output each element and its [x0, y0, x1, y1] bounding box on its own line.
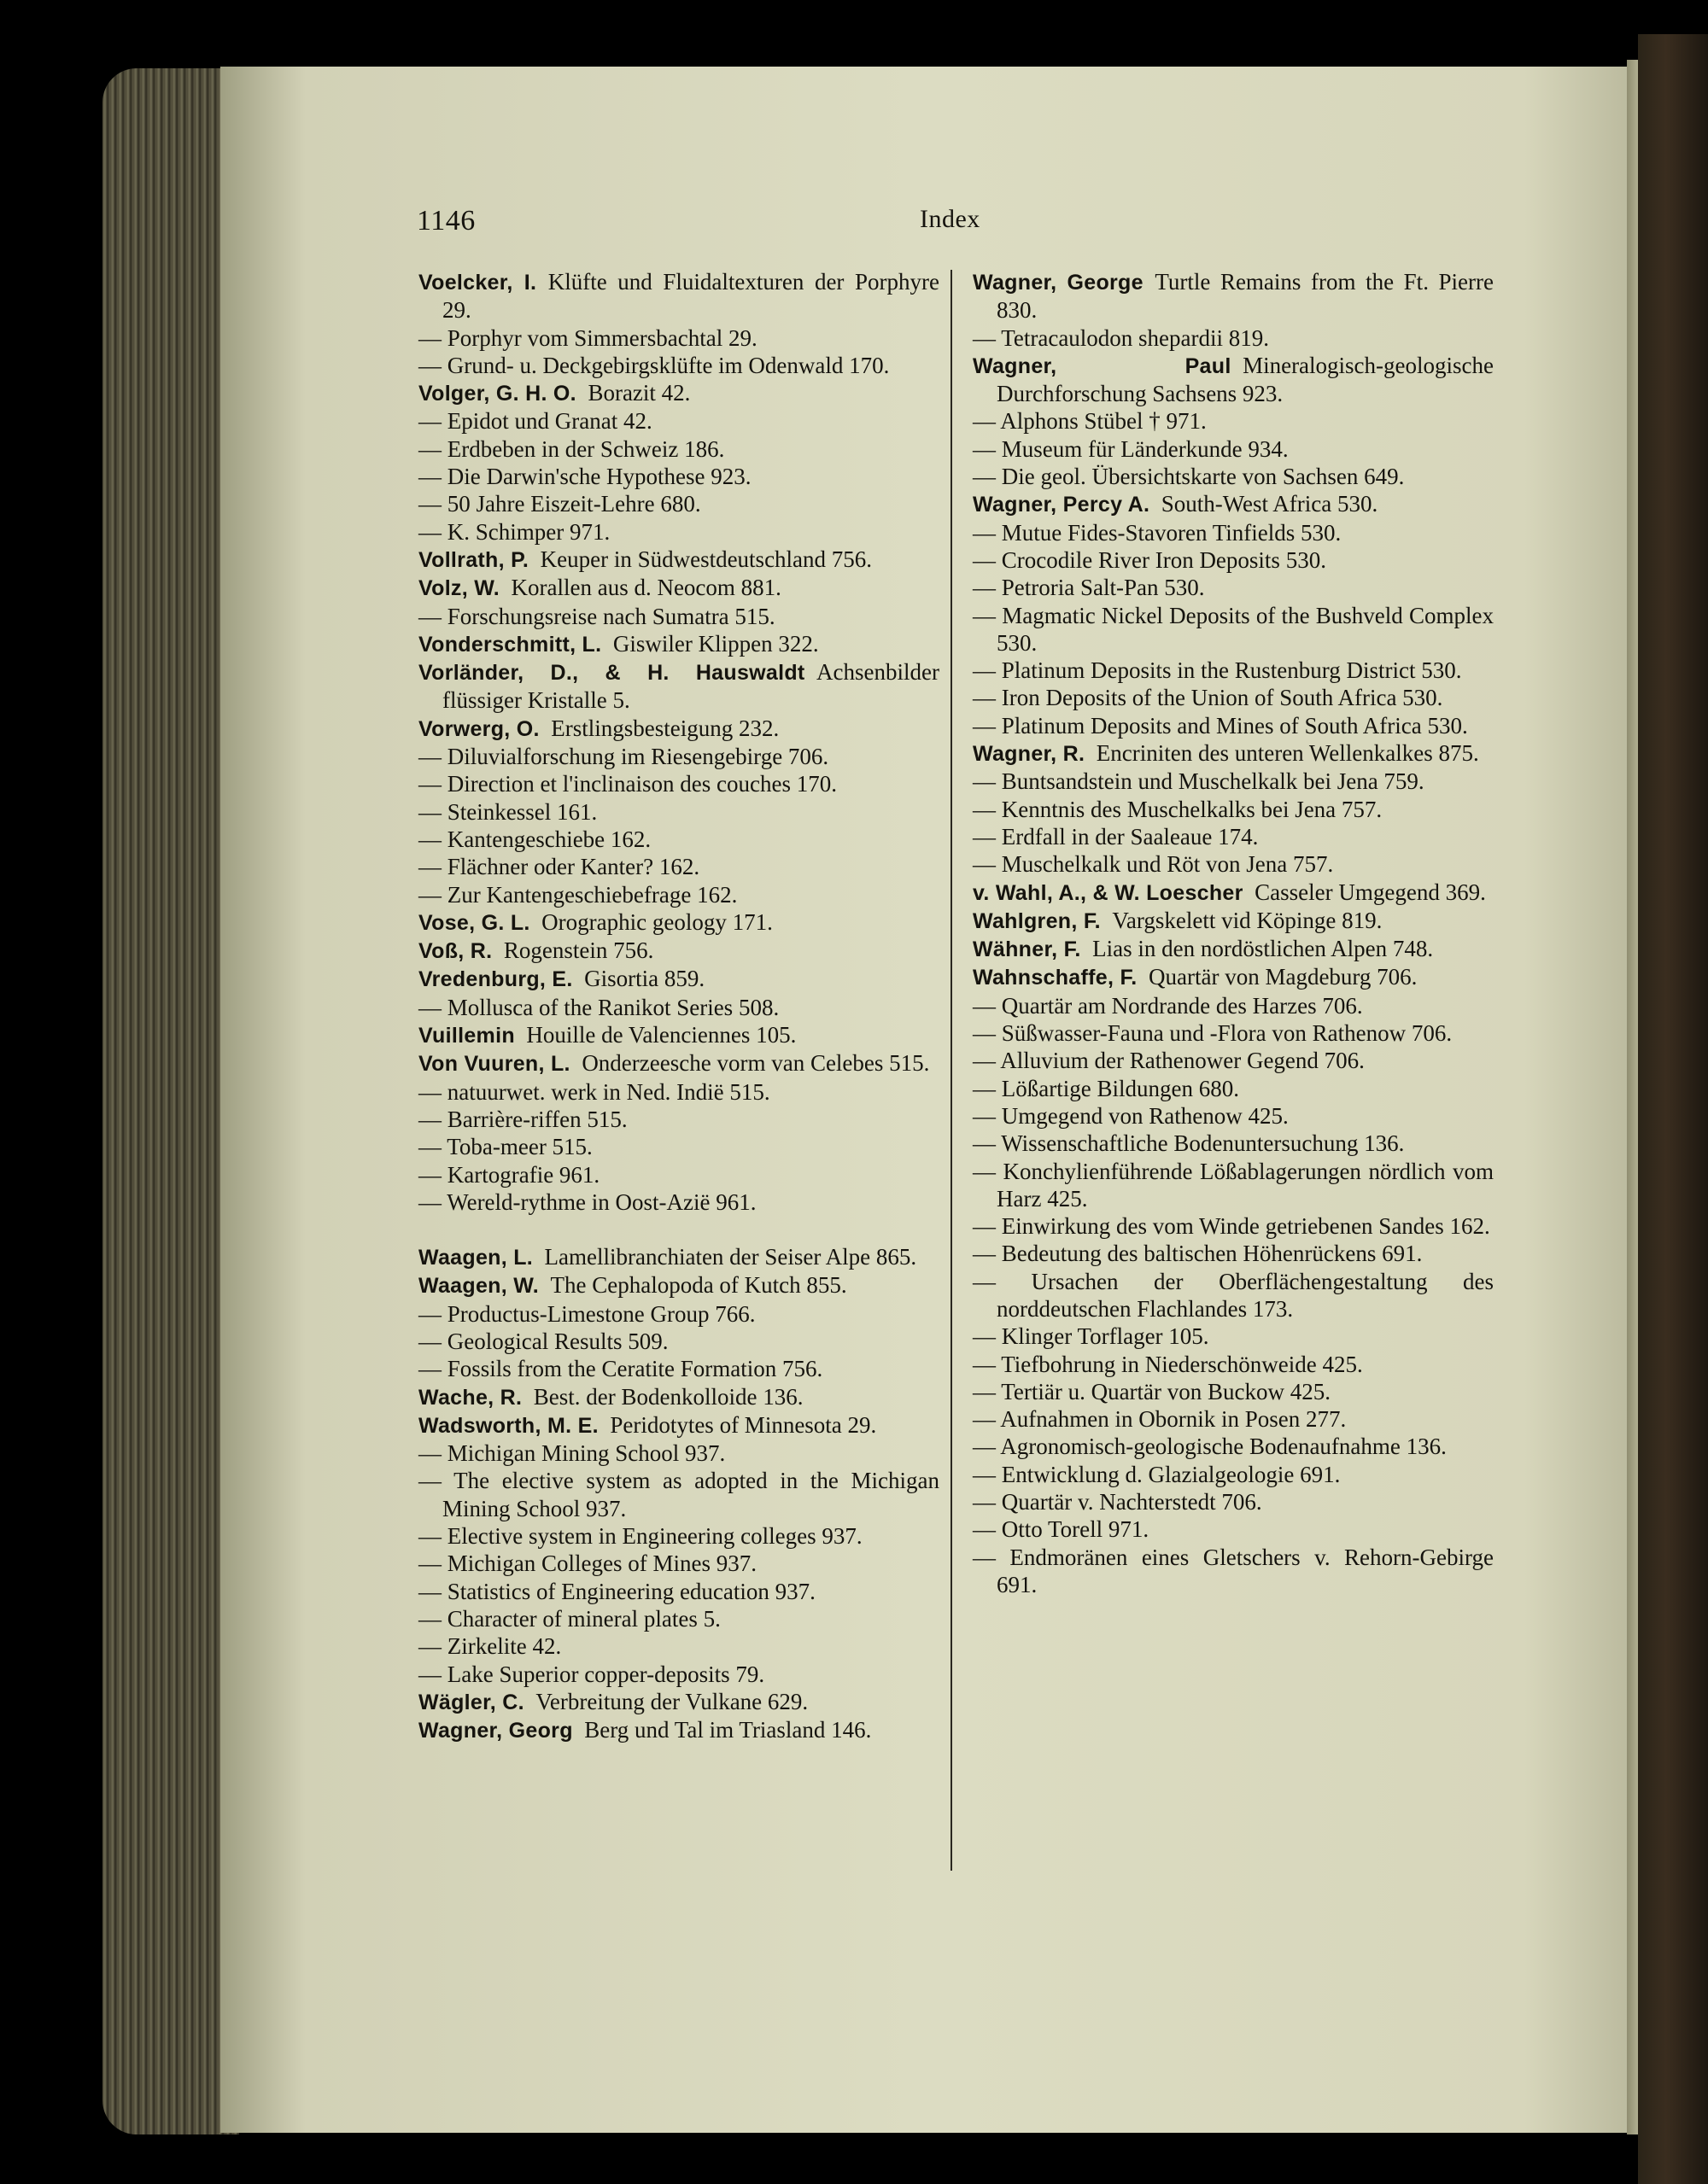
index-entry [418, 1133, 939, 1160]
index-entry [973, 850, 1494, 878]
entry-author: Wahlgren, F. [973, 908, 1101, 933]
entry-text: Erstlingsbesteigung 232. [551, 715, 780, 741]
index-entry [973, 823, 1494, 850]
entry-text: — Statistics of Engineering education 937. [418, 1578, 816, 1604]
index-entry [418, 1550, 939, 1577]
entry-author: Volger, G. H. O. [418, 382, 576, 406]
entry-text: — Ursachen der Oberflächengestaltung des norddeutschen Flachlandes 173. [973, 1268, 1494, 1322]
entry-text: — Toba-meer 515. [418, 1134, 593, 1160]
index-entry [973, 1515, 1494, 1543]
index-entry [973, 739, 1494, 768]
entry-text: — Tertiär u. Quartär von Buckow 425. [973, 1378, 1331, 1404]
entry-author: Wadsworth, M. E. [418, 1413, 599, 1438]
book-binding [1638, 34, 1708, 2184]
entry-text: South-West Africa 530. [1161, 491, 1378, 517]
entry-text: Onderzeesche vorm van Celebes 515. [582, 1050, 930, 1077]
entry-text: — Platinum Deposits in the Rustenburg District 530. [973, 657, 1462, 684]
entry-text: — Konchylienführende Lößablagerungen nördlich vom Harz 425. [973, 1158, 1494, 1212]
entry-text: — Die Darwin'sche Hypothese 923. [418, 464, 752, 490]
entry-text: Verbreitung der Vulkane 629. [535, 1688, 809, 1714]
index-entry [418, 1522, 939, 1550]
entry-text: — Crocodile River Iron Deposits 530. [973, 546, 1326, 573]
entry-text: — Tiefbohrung in Niederschönweide 425. [973, 1351, 1363, 1377]
index-entry [973, 1433, 1494, 1460]
entry-text: Klüfte und Fluidaltexturen der Porphyre 29. [442, 269, 939, 324]
book-page-edges [102, 68, 239, 2134]
entry-text: — Endmoränen eines Gletschers v. Rehorn-Gebirge 691. [973, 1544, 1494, 1597]
entry-author: Wagner, George [973, 271, 1144, 295]
entry-author: Wähner, F. [973, 937, 1081, 962]
index-entry [418, 1411, 939, 1439]
index-entry [418, 518, 939, 546]
entry-text: Berg und Tal im Triasland 146. [584, 1717, 872, 1743]
entry-author: Voß, R. [418, 939, 493, 964]
entry-text: — Elective system in Engineering colleges 937. [418, 1523, 863, 1550]
entry-text: Achsenbilder flüssiger Kristalle 5. [442, 659, 939, 714]
index-entry [418, 1383, 939, 1411]
index-entry [973, 268, 1494, 324]
entry-author: Vredenburg, E. [418, 967, 573, 992]
index-entry [418, 352, 939, 379]
entry-text: — Erdbeben in der Schweiz 186. [418, 435, 725, 462]
index-entry [973, 352, 1494, 408]
entry-text: — Diluvialforschung im Riesengebirge 706. [418, 744, 829, 770]
entry-text: — Steinkessel 161. [418, 798, 598, 825]
entry-text: — Petroria Salt-Pan 530. [973, 575, 1205, 601]
entry-text: — Barrière-riffen 515. [418, 1106, 628, 1132]
running-title: Index [920, 205, 980, 233]
index-entry [973, 435, 1494, 463]
index-entry [418, 1271, 939, 1299]
index-entry [418, 490, 939, 517]
entry-author: Wagner, R. [973, 742, 1085, 767]
index-entry [418, 324, 939, 352]
index-entry [418, 435, 939, 463]
index-entry [418, 881, 939, 908]
index-entry [973, 519, 1494, 546]
entry-text: — Zirkelite 42. [418, 1633, 562, 1660]
index-entry [973, 602, 1494, 657]
index-entry [973, 546, 1494, 574]
entry-author: Vorländer, D., & H. Hauswaldt [418, 661, 805, 686]
entry-author: Wägler, C. [418, 1690, 524, 1714]
index-entry [418, 1049, 939, 1077]
entry-text: — Alphons Stübel † 971. [973, 408, 1207, 435]
entry-author: v. Wahl, A., & W. Loescher [973, 880, 1243, 905]
index-entry [973, 992, 1494, 1019]
entry-author: Vorwerg, O. [418, 716, 540, 741]
entry-author: Voelcker, I. [418, 271, 537, 295]
entry-author: Wache, R. [418, 1385, 523, 1410]
index-entry [973, 684, 1494, 711]
entry-text: — Iron Deposits of the Union of South Africa 530. [973, 685, 1443, 711]
entry-text: Casseler Umgegend 369. [1255, 879, 1486, 905]
index-entry [973, 1019, 1494, 1047]
entry-author: Wagner, Percy A. [973, 493, 1150, 517]
entry-author: Wagner, Paul [973, 353, 1231, 378]
index-entry [973, 1488, 1494, 1515]
index-entry [418, 743, 939, 770]
index-entry [973, 935, 1494, 963]
index-entry [418, 937, 939, 965]
index-entry [418, 1188, 939, 1216]
entry-text: — Productus-Limestone Group 766. [418, 1300, 756, 1327]
entry-text: — Porphyr vom Simmersbachtal 29. [418, 324, 757, 351]
entry-text: Turtle Remains from the Ft. Pierre 830. [997, 269, 1494, 324]
entry-text: — Kartografie 961. [418, 1161, 600, 1188]
index-entry [973, 796, 1494, 823]
entry-text: — Bedeutung des baltischen Höhenrückens 691. [973, 1241, 1423, 1267]
index-entry [973, 879, 1494, 907]
index-entry [418, 770, 939, 797]
index-entry [973, 1047, 1494, 1074]
page-number: 1146 [417, 205, 476, 237]
index-entry [973, 768, 1494, 795]
index-entry [973, 1212, 1494, 1240]
index-column-left [418, 268, 939, 1744]
index-entry [418, 1716, 939, 1744]
entry-text: Houille de Valenciennes 105. [526, 1022, 797, 1048]
entry-text: — Mutue Fides-Stavoren Tinfields 530. [973, 519, 1342, 546]
entry-text: — natuurwet. werk in Ned. Indië 515. [418, 1078, 770, 1105]
entry-author: Vuillemin [418, 1024, 515, 1048]
index-entry [973, 1351, 1494, 1378]
index-entry [418, 1688, 939, 1716]
entry-text: — Geological Results 509. [418, 1328, 669, 1354]
entry-text: — Agronomisch-geologische Bodenaufnahme 136. [973, 1434, 1447, 1460]
entry-text: — Aufnahmen in Obornik in Posen 277. [973, 1406, 1347, 1433]
entry-text: Peridotytes of Minnesota 29. [610, 1411, 877, 1438]
entry-text: — Grund- u. Deckgebirgsklüfte im Odenwald 170. [418, 352, 890, 378]
entry-text: — Entwicklung d. Glazialgeologie 691. [973, 1461, 1341, 1487]
index-entry [418, 1328, 939, 1355]
entry-author: Vose, G. L. [418, 910, 530, 935]
index-entry [973, 1240, 1494, 1267]
index-entry [973, 407, 1494, 435]
index-entry [418, 715, 939, 743]
index-entry [418, 1661, 939, 1688]
entry-text: — Forschungsreise nach Sumatra 515. [418, 603, 775, 629]
index-entry [418, 603, 939, 630]
index-entry [973, 1158, 1494, 1213]
entry-text: — Mollusca of the Ranikot Series 508. [418, 994, 780, 1020]
entry-text: — Lake Superior copper-deposits 79. [418, 1661, 765, 1687]
index-entry [418, 1632, 939, 1660]
index-entry [418, 853, 939, 880]
entry-text: Mineralogisch-geologische Durchforschung Sachsens 923. [997, 352, 1494, 407]
entry-text: Korallen aus d. Neocom 881. [511, 575, 781, 601]
entry-text: Quartär von Magdeburg 706. [1149, 964, 1418, 990]
index-entry [973, 1405, 1494, 1433]
entry-text: — Die geol. Übersichtskarte von Sachsen 649. [973, 464, 1405, 490]
entry-text: — Tetracaulodon shepardii 819. [973, 324, 1270, 351]
index-entry [973, 1544, 1494, 1599]
index-entry [418, 379, 939, 407]
entry-text: — Quartär am Nordrande des Harzes 706. [973, 992, 1363, 1019]
index-entry [418, 1078, 939, 1106]
index-entry [973, 490, 1494, 518]
entry-text: Orographic geology 171. [541, 908, 773, 935]
index-entry [973, 1102, 1494, 1130]
index-entry [418, 1467, 939, 1522]
entry-text: — Platinum Deposits and Mines of South Africa 530. [973, 712, 1468, 739]
index-entry [973, 1268, 1494, 1323]
entry-author: Wahnschaffe, F. [973, 966, 1138, 990]
index-entry [973, 712, 1494, 739]
entry-text: — Wissenschaftliche Bodenuntersuchung 136. [973, 1130, 1405, 1157]
entry-text: Vargskelett vid Köpinge 819. [1112, 907, 1383, 933]
entry-author: Vonderschmitt, L. [418, 632, 602, 657]
entry-text: — Alluvium der Rathenower Gegend 706. [973, 1048, 1365, 1074]
entry-text: Lamellibranchiaten der Seiser Alpe 865. [544, 1244, 917, 1270]
index-entry [418, 630, 939, 658]
index-entry [418, 1355, 939, 1382]
entry-text: Gisortia 859. [584, 966, 705, 992]
index-entry [973, 1075, 1494, 1102]
entry-text: Rogenstein 756. [503, 937, 654, 964]
index-entry [418, 463, 939, 490]
index-entry [418, 546, 939, 574]
index-entry [973, 1130, 1494, 1157]
entry-text: — Michigan Mining School 937. [418, 1440, 726, 1467]
entry-text: — Kenntnis des Muschelkalks bei Jena 757. [973, 796, 1383, 822]
index-entry [973, 657, 1494, 684]
entry-text: Borazit 42. [588, 380, 691, 406]
index-entry [418, 268, 939, 324]
index-entry [418, 574, 939, 602]
entry-author: Waagen, L. [418, 1246, 534, 1270]
entry-text: — Süßwasser-Fauna und -Flora von Rathenow 706. [973, 1020, 1453, 1047]
index-entry [418, 1578, 939, 1605]
index-entry [418, 1300, 939, 1328]
index-entry [418, 1243, 939, 1271]
entry-text: — Erdfall in der Saaleaue 174. [973, 823, 1259, 850]
index-entry [418, 1605, 939, 1632]
entry-text: — Einwirkung des vom Winde getriebenen Sandes 162. [973, 1213, 1490, 1240]
entry-text: Giswiler Klippen 322. [612, 630, 819, 657]
entry-text: — Kantengeschiebe 162. [418, 826, 652, 852]
index-entry [973, 907, 1494, 935]
index-entry [418, 1161, 939, 1188]
entry-text: — Lößartige Bildungen 680. [973, 1075, 1239, 1101]
index-entry [973, 463, 1494, 490]
entry-text: Encriniten des unteren Wellenkalkes 875. [1096, 740, 1479, 767]
index-entry [973, 1461, 1494, 1488]
entry-text: — Direction et l'inclinaison des couches 170. [418, 771, 837, 797]
entry-text: — 50 Jahre Eiszeit-Lehre 680. [418, 491, 701, 517]
entry-text: — Magmatic Nickel Deposits of the Bushveld Complex 530. [973, 602, 1494, 656]
entry-text: The Cephalopoda of Kutch 855. [550, 1272, 847, 1299]
entry-text: — Epidot und Granat 42. [418, 408, 652, 435]
section-gap [418, 1216, 939, 1243]
index-column-right [973, 268, 1494, 1598]
index-entry [973, 574, 1494, 601]
column-divider [951, 270, 952, 1871]
index-entry [418, 908, 939, 937]
entry-text: — Flächner oder Kanter? 162. [418, 854, 700, 880]
index-entry [418, 826, 939, 853]
entry-text: — Michigan Colleges of Mines 937. [418, 1550, 757, 1577]
index-entry [973, 1323, 1494, 1350]
entry-text: — Character of mineral plates 5. [418, 1605, 721, 1632]
index-entry [418, 798, 939, 826]
entry-text: — Klinger Torflager 105. [973, 1323, 1209, 1350]
entry-text: — Umgegend von Rathenow 425. [973, 1102, 1289, 1129]
index-entry [973, 1378, 1494, 1405]
entry-text: — K. Schimper 971. [418, 518, 611, 545]
entry-text: — Zur Kantengeschiebefrage 162. [418, 881, 738, 908]
index-entry [973, 963, 1494, 991]
entry-text: — Fossils from the Ceratite Formation 756. [418, 1356, 823, 1382]
index-entry [973, 324, 1494, 352]
index-entry [418, 658, 939, 715]
entry-text: — Wereld-rythme in Oost-Azië 961. [418, 1188, 757, 1215]
entry-text: Keuper in Südwestdeutschland 756. [540, 546, 873, 572]
index-entry [418, 994, 939, 1021]
entry-author: Vollrath, P. [418, 547, 529, 572]
entry-author: Von Vuuren, L. [418, 1052, 570, 1077]
entry-text: — The elective system as adopted in the Michigan Mining School 937. [418, 1468, 939, 1521]
index-entry [418, 1439, 939, 1467]
entry-text: — Otto Torell 971. [973, 1516, 1149, 1543]
index-entry [418, 1106, 939, 1133]
index-entry [418, 407, 939, 435]
entry-author: Waagen, W. [418, 1274, 539, 1299]
entry-author: Volz, W. [418, 576, 500, 601]
entry-author: Wagner, Georg [418, 1719, 573, 1743]
entry-text: Lias in den nordöstlichen Alpen 748. [1092, 936, 1434, 962]
index-entry [418, 1021, 939, 1049]
entry-text: Best. der Bodenkolloide 136. [533, 1383, 804, 1410]
index-entry [418, 965, 939, 993]
entry-text: — Quartär v. Nachterstedt 706. [973, 1489, 1262, 1515]
entry-text: — Museum für Länderkunde 934. [973, 435, 1289, 462]
entry-text: — Muschelkalk und Röt von Jena 757. [973, 851, 1334, 878]
entry-text: — Buntsandstein und Muschelkalk bei Jena 759. [973, 768, 1424, 795]
